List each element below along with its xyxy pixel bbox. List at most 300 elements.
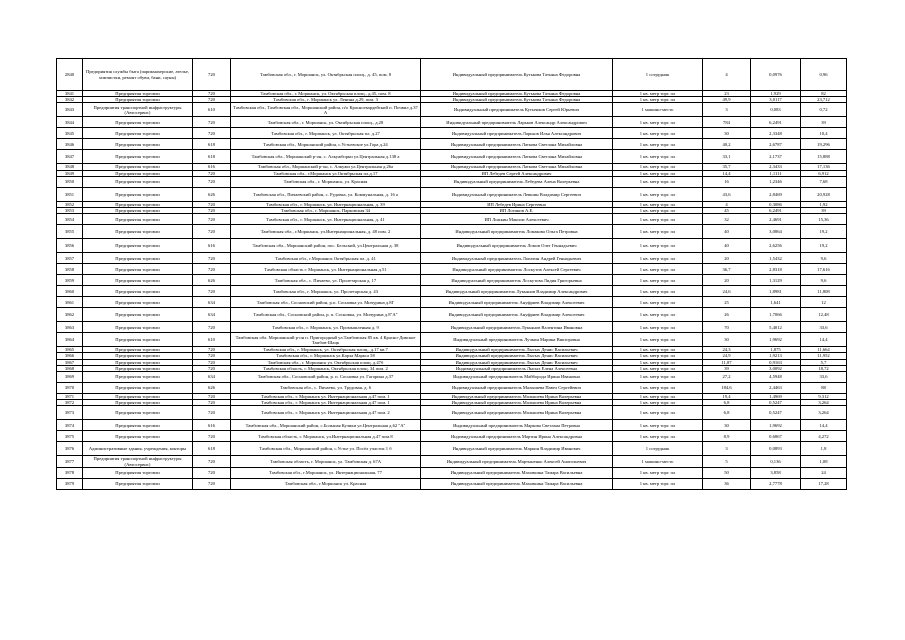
row-number-cell: 3843 bbox=[57, 103, 83, 117]
norm-cell: 33,6 bbox=[801, 322, 847, 333]
register-table bbox=[56, 58, 847, 490]
table-row bbox=[57, 467, 847, 478]
table-row bbox=[57, 103, 847, 117]
address-cell: Тамбовская область г. Моршанск, ул. Интернациональная д.51 bbox=[231, 264, 421, 275]
table-body bbox=[57, 59, 847, 490]
unit-cell: 1 сотрудник bbox=[613, 442, 703, 456]
quantity-cell: 4 bbox=[703, 59, 751, 91]
code-cell: 720 bbox=[193, 353, 231, 359]
norm-cell: 7,68 bbox=[801, 176, 847, 187]
code-cell: 626 bbox=[193, 187, 231, 201]
table-row bbox=[57, 225, 847, 239]
address-cell: Тамбовская обл., г. Моршанск, ул. Октябрьская площ., д.45, пом. 8 bbox=[231, 91, 421, 97]
owner-cell: ИП Лебедев Сергей Александрович bbox=[421, 170, 613, 176]
unit-cell: 1 кв. метр торг. пл bbox=[613, 297, 703, 308]
unit-cell: 1 кв. метр торг. пл bbox=[613, 383, 703, 394]
row-number-cell: 3855 bbox=[57, 225, 83, 239]
norm-cell: 9,6 bbox=[801, 253, 847, 264]
owner-cell: Индивидуальный предприниматель Мартин Ирина Александровна bbox=[421, 431, 613, 442]
row-number-cell: 3848 bbox=[57, 164, 83, 170]
norm-cell: 14,4 bbox=[801, 333, 847, 347]
owner-cell: Индивидуальный предприниматель Кутькова Татьяна Федоровна bbox=[421, 59, 613, 91]
address-cell: Тамбовская обл., г. Моршанск, ул. Промышленная д. 9 bbox=[231, 322, 421, 333]
owner-cell: Индивидуальный предприниматель Кутькова Татьяна Федоровна bbox=[421, 97, 613, 103]
norm-cell: 9,6 bbox=[801, 275, 847, 286]
object-type-cell: Предприятия торговли bbox=[83, 164, 193, 170]
object-type-cell: Предприятия торговли bbox=[83, 208, 193, 214]
object-type-cell: Предприятия торговли bbox=[83, 467, 193, 478]
norm-cell: 24 bbox=[801, 467, 847, 478]
quantity-cell: 70 bbox=[703, 322, 751, 333]
norm-cell: 0,96 bbox=[801, 59, 847, 91]
table-row bbox=[57, 297, 847, 308]
volume-cell: 1,1111 bbox=[751, 170, 801, 176]
object-type-cell: Предприятия торговли bbox=[83, 333, 193, 347]
quantity-cell: 16 bbox=[703, 176, 751, 187]
code-cell: 634 bbox=[193, 297, 231, 308]
unit-cell: 1 кв. метр торг. пл bbox=[613, 214, 703, 225]
volume-cell: 2,1737 bbox=[751, 150, 801, 164]
address-cell: Тамбовская обл., Сосновский район, р. п. Сосновка, ул. Мичурина д.8"А" bbox=[231, 308, 421, 322]
row-number-cell: 3854 bbox=[57, 214, 83, 225]
code-cell: 610 bbox=[193, 333, 231, 347]
volume-cell: 0,3086 bbox=[751, 201, 801, 207]
object-type-cell: Предприятия торговли bbox=[83, 383, 193, 394]
code-cell: 634 bbox=[193, 372, 231, 383]
owner-cell: ИП Логинов А.Е. bbox=[421, 208, 613, 214]
unit-cell: 1 кв. метр торг. пл bbox=[613, 322, 703, 333]
table-row bbox=[57, 150, 847, 164]
address-cell: Тамбовская обл., Тамбовская обл., Моршанский район, п/о Красногвардейский п. Почвил д.37 А bbox=[231, 103, 421, 117]
volume-cell: 0,136 bbox=[751, 456, 801, 467]
owner-cell: Индивидуальный предприниматель Лысых Елена Алексеевна bbox=[421, 365, 613, 371]
owner-cell: Индивидуальный предприниматель Лопатин Андрей Геннадьевич bbox=[421, 253, 613, 264]
owner-cell: Индивидуальный предприниматель Малышева Ирина Валерьевна bbox=[421, 394, 613, 400]
owner-cell: Индивидуальный предприниматель Ларьков Александр Александрович bbox=[421, 117, 613, 128]
norm-cell: 17,136 bbox=[801, 164, 847, 170]
document-page bbox=[56, 58, 847, 490]
unit-cell: 1 кв. метр торг. пл bbox=[613, 372, 703, 383]
unit-cell: 1 кв. метр торг. пл bbox=[613, 286, 703, 297]
unit-cell: 1 кв. метр торг. пл bbox=[613, 353, 703, 359]
address-cell: Тамбовская обл., г. Моршанск, ул. Пролетарская д. 43 bbox=[231, 286, 421, 297]
quantity-cell: 36,7 bbox=[703, 264, 751, 275]
norm-cell: 5,7 bbox=[801, 359, 847, 365]
owner-cell: Индивидуальный предприниматель Ломов Олег Геннадьевич bbox=[421, 239, 613, 253]
address-cell: Тамбовская обл., г.Моршанск Октябрьская пл. д. 41 bbox=[231, 253, 421, 264]
object-type-cell: Предприятия торговли bbox=[83, 297, 193, 308]
address-cell: Тамбовская обл., г.Моршанск, ул. Интернациональная, 77 bbox=[231, 467, 421, 478]
table-row bbox=[57, 139, 847, 150]
table-row bbox=[57, 214, 847, 225]
code-cell: 720 bbox=[193, 456, 231, 467]
unit-cell: 1 кв. метр торг. пл bbox=[613, 275, 703, 286]
norm-cell: 82 bbox=[801, 91, 847, 97]
owner-cell: Индивидуальный предприниматель Лоскутов Алексей Сергеевич bbox=[421, 264, 613, 275]
norm-cell: 20,928 bbox=[801, 187, 847, 201]
code-cell: 634 bbox=[193, 308, 231, 322]
address-cell: Тамбовская обл., с. Пичаево, ул. Пролетарская д. 17 bbox=[231, 275, 421, 286]
owner-cell: ИП Ложкин Максим Алексеевич bbox=[421, 214, 613, 225]
owner-cell: Индивидуальный предприниматель Лоскутова Лидия Григорьевна bbox=[421, 275, 613, 286]
row-number-cell: 3863 bbox=[57, 322, 83, 333]
code-cell: 720 bbox=[193, 478, 231, 489]
row-number-cell: 3847 bbox=[57, 150, 83, 164]
address-cell: Тамбовская обл., с. Пичаево, ул. Трудовая, д. 6 bbox=[231, 383, 421, 394]
quantity-cell: 40 bbox=[703, 225, 751, 239]
unit-cell: 1 кв. метр торг. пл bbox=[613, 139, 703, 150]
address-cell: Тамбовская обл., Моршанский район, с.Устье ул. Посёл участок 1 б bbox=[231, 442, 421, 456]
address-cell: Тамбовская обл., Сосновский район, р.п. Сосновка ул. Мичурина д.8Г bbox=[231, 297, 421, 308]
table-row bbox=[57, 431, 847, 442]
row-number-cell: 3849 bbox=[57, 170, 83, 176]
table-row bbox=[57, 456, 847, 467]
row-number-cell: 3872 bbox=[57, 400, 83, 406]
norm-cell: 11,952 bbox=[801, 353, 847, 359]
volume-cell: 3,0117 bbox=[751, 97, 801, 103]
owner-cell: Индивидуальный предприниматель Ануфриев Владимир Алексеевич bbox=[421, 297, 613, 308]
code-cell: 616 bbox=[193, 420, 231, 431]
row-number-cell: 3878 bbox=[57, 467, 83, 478]
quantity-cell: 5 bbox=[703, 456, 751, 467]
code-cell: 720 bbox=[193, 365, 231, 371]
volume-cell: 6,2491 bbox=[751, 208, 801, 214]
address-cell: Тамбовская обл., Пичаевский район, с. Рудовка, ул. Коммунальная, д. 16 а bbox=[231, 187, 421, 201]
owner-cell: Индивидуальный предприниматель Маркин Владимир Иванович bbox=[421, 442, 613, 456]
object-type-cell: Предприятия торговли bbox=[83, 322, 193, 333]
address-cell: Тамбовская обл., г. Моршанск, ул. Интернациональная, д. 41 bbox=[231, 214, 421, 225]
row-number-cell: 3875 bbox=[57, 431, 83, 442]
object-type-cell: Предприятия торговли bbox=[83, 264, 193, 275]
owner-cell: Индивидуальный предприниматель Латкова Светлана Михайловна bbox=[421, 164, 613, 170]
address-cell: Тамбовская обл., г. Моршанск ул.Карла Маркса 58 bbox=[231, 353, 421, 359]
owner-cell: ИП Лебедев Ирина Сергеевна bbox=[421, 201, 613, 207]
address-cell: Тамбовская обл., Моршанский район, с.Большая Кулики ул.Центральная д.62 "А" bbox=[231, 420, 421, 431]
row-number-cell: 3853 bbox=[57, 208, 83, 214]
volume-cell: 3,0092 bbox=[751, 365, 801, 371]
table-row bbox=[57, 176, 847, 187]
unit-cell: 1 кв. метр торг. пл bbox=[613, 201, 703, 207]
owner-cell: Индивидуальный предприниматель Лысых Денис Васильевич bbox=[421, 347, 613, 353]
norm-cell: 6,912 bbox=[801, 170, 847, 176]
norm-cell: 12,48 bbox=[801, 308, 847, 322]
address-cell: Тамбовская обл., г. Моршанск, Парковская 34 bbox=[231, 208, 421, 214]
volume-cell: 0,5247 bbox=[751, 400, 801, 406]
quantity-cell: 30 bbox=[703, 128, 751, 139]
row-number-cell: 3868 bbox=[57, 365, 83, 371]
unit-cell: 1 кв. метр торг. пл bbox=[613, 478, 703, 489]
code-cell: 720 bbox=[193, 394, 231, 400]
object-type-cell: Предприятия торговли bbox=[83, 150, 193, 164]
norm-cell: 15,888 bbox=[801, 150, 847, 164]
quantity-cell: 24,6 bbox=[703, 286, 751, 297]
address-cell: Тамбовская обл., г.Моршанск ул.Октябрьская пл.д.17 bbox=[231, 170, 421, 176]
owner-cell: Индивидуальный предприниматель Маховкина Тамара Васильевна bbox=[421, 467, 613, 478]
norm-cell: 11,664 bbox=[801, 347, 847, 353]
norm-cell: 33,6 bbox=[801, 372, 847, 383]
volume-cell: 1,8981 bbox=[751, 286, 801, 297]
quantity-cell: 8,9 bbox=[703, 431, 751, 442]
owner-cell: Индивидуальный предприниматель Лучкин Марина Викторовна bbox=[421, 333, 613, 347]
code-cell: 720 bbox=[193, 225, 231, 239]
code-cell: 626 bbox=[193, 275, 231, 286]
unit-cell: 1 кв. метр торг. пл bbox=[613, 117, 703, 128]
quantity-cell: 20 bbox=[703, 275, 751, 286]
owner-cell: Индивидуальный предприниматель Малышева Ирина Валерьевна bbox=[421, 406, 613, 420]
owner-cell: Индивидуальный предприниматель Майборода Ирина Ивановна bbox=[421, 372, 613, 383]
norm-cell: 3,264 bbox=[801, 400, 847, 406]
address-cell: Тамбовская обл., г. Моршанск, ул. Октябрьская площ., д.28 bbox=[231, 117, 421, 128]
volume-cell: 3,858 bbox=[751, 467, 801, 478]
row-number-cell: 3870 bbox=[57, 383, 83, 394]
row-number-cell: 3856 bbox=[57, 239, 83, 253]
table-row bbox=[57, 253, 847, 264]
norm-cell: 12 bbox=[801, 297, 847, 308]
volume-cell: 1,9692 bbox=[751, 333, 801, 347]
quantity-cell: 40,2 bbox=[703, 139, 751, 150]
code-cell: 720 bbox=[193, 406, 231, 420]
table-row bbox=[57, 128, 847, 139]
address-cell: Тамбовская обл., г. Моршанск ул. Ленина д.29, пом. 3 bbox=[231, 97, 421, 103]
quantity-cell: 40 bbox=[703, 239, 751, 253]
row-number-cell: 3869 bbox=[57, 372, 83, 383]
code-cell: 720 bbox=[193, 322, 231, 333]
quantity-cell: 49,9 bbox=[703, 97, 751, 103]
table-row bbox=[57, 383, 847, 394]
unit-cell: 1 кв. метр торг. пл bbox=[613, 467, 703, 478]
address-cell: Тамбовская область, г. Моршанск, ул. Тамбовская д. 67А bbox=[231, 456, 421, 467]
table-row bbox=[57, 59, 847, 91]
row-number-cell: 3873 bbox=[57, 406, 83, 420]
volume-cell: 2,6256 bbox=[751, 239, 801, 253]
address-cell: Тамбовская обл., Моршанский район, пос. Бельский, ул.Центральная д. 38 bbox=[231, 239, 421, 253]
row-number-cell: 3864 bbox=[57, 333, 83, 347]
quantity-cell: 27,2 bbox=[703, 372, 751, 383]
code-cell: 610 bbox=[193, 103, 231, 117]
quantity-cell: 32 bbox=[703, 214, 751, 225]
code-cell: 720 bbox=[193, 201, 231, 207]
row-number-cell: 3876 bbox=[57, 442, 83, 456]
row-number-cell: 3862 bbox=[57, 308, 83, 322]
quantity-cell: 25 bbox=[703, 297, 751, 308]
row-number-cell: 3861 bbox=[57, 297, 83, 308]
code-cell: 720 bbox=[193, 347, 231, 353]
object-type-cell: Предприятия торговли bbox=[83, 353, 193, 359]
address-cell: Тамбовская обл., г.Моршанск ул. Красная bbox=[231, 478, 421, 489]
norm-cell: 3,264 bbox=[801, 406, 847, 420]
quantity-cell: 50 bbox=[703, 467, 751, 478]
code-cell: 720 bbox=[193, 176, 231, 187]
row-number-cell: 3867 bbox=[57, 359, 83, 365]
unit-cell: 1 кв. метр торг. пл bbox=[613, 164, 703, 170]
address-cell: Тамбовская обл., г.Моршанск, ул.Интернациональная, д. 48 пом. 2 bbox=[231, 225, 421, 239]
address-cell: Тамбовская обл., г. Моршанск ул. Интернациональная д.47 пом. 1 bbox=[231, 400, 421, 406]
row-number-cell: 3846 bbox=[57, 139, 83, 150]
address-cell: Тамбовская обл., г. Моршанск, ул. Октябрьская пл. д.27 bbox=[231, 128, 421, 139]
volume-cell: 1,929 bbox=[751, 91, 801, 97]
table-row bbox=[57, 117, 847, 128]
quantity-cell: 14,4 bbox=[703, 170, 751, 176]
code-cell: 720 bbox=[193, 59, 231, 91]
volume-cell: 2,3433 bbox=[751, 164, 801, 170]
object-type-cell: Предприятия торговли bbox=[83, 239, 193, 253]
table-row bbox=[57, 322, 847, 333]
quantity-cell: 3 bbox=[703, 442, 751, 456]
code-cell: 720 bbox=[193, 214, 231, 225]
object-type-cell: Предприятия торговли bbox=[83, 170, 193, 176]
norm-cell: 1,8 bbox=[801, 442, 847, 456]
address-cell: Тамбовская обл., г. Моршанск, ул. Красная bbox=[231, 176, 421, 187]
row-number-cell: 3844 bbox=[57, 117, 83, 128]
code-cell: 720 bbox=[193, 400, 231, 406]
quantity-cell: 3 bbox=[703, 103, 751, 117]
object-type-cell: Предприятия торговли bbox=[83, 308, 193, 322]
unit-cell: 1 кв. метр торг. пл bbox=[613, 239, 703, 253]
unit-cell: 1 кв. метр торг. пл bbox=[613, 150, 703, 164]
table-row bbox=[57, 420, 847, 431]
object-type-cell: Предприятия торговли bbox=[83, 253, 193, 264]
volume-cell: 1,7066 bbox=[751, 308, 801, 322]
volume-cell: 0,0976 bbox=[751, 59, 801, 91]
table-row bbox=[57, 239, 847, 253]
quantity-cell: 24,3 bbox=[703, 347, 751, 353]
object-type-cell: Предприятия торговли bbox=[83, 347, 193, 353]
owner-cell: Индивидуальный предприниматель Лысых Денис Васильевич bbox=[421, 359, 613, 365]
row-number-cell: 3860 bbox=[57, 286, 83, 297]
norm-cell: 17,616 bbox=[801, 264, 847, 275]
table-row bbox=[57, 372, 847, 383]
quantity-cell: 4 bbox=[703, 201, 751, 207]
quantity-cell: 24,9 bbox=[703, 353, 751, 359]
norm-cell: 1,92 bbox=[801, 201, 847, 207]
object-type-cell: Предприятия торговли bbox=[83, 400, 193, 406]
code-cell: 618 bbox=[193, 150, 231, 164]
object-type-cell: Предприятия транспортной инфраструктуры (Автосервис) bbox=[83, 456, 193, 467]
row-number-cell: 3871 bbox=[57, 394, 83, 400]
volume-cell: 0,9163 bbox=[751, 359, 801, 365]
norm-cell: 39 bbox=[801, 208, 847, 214]
unit-cell: 1 машино-место bbox=[613, 456, 703, 467]
volume-cell: 1,875 bbox=[751, 347, 801, 353]
table-row bbox=[57, 264, 847, 275]
volume-cell: 1,2346 bbox=[751, 176, 801, 187]
quantity-cell: 35,7 bbox=[703, 164, 751, 170]
row-number-cell: 3842 bbox=[57, 97, 83, 103]
object-type-cell: Предприятия торговли bbox=[83, 117, 193, 128]
quantity-cell: 26 bbox=[703, 308, 751, 322]
unit-cell: 1 кв. метр торг. пл bbox=[613, 359, 703, 365]
unit-cell: 1 кв. метр торг. пл bbox=[613, 225, 703, 239]
quantity-cell: 30 bbox=[703, 420, 751, 431]
row-number-cell: 3841 bbox=[57, 91, 83, 97]
code-cell: 720 bbox=[193, 253, 231, 264]
owner-cell: Индивидуальный предприниматель Лысых Денис Васильевич bbox=[421, 353, 613, 359]
norm-cell: 4,272 bbox=[801, 431, 847, 442]
row-number-cell: 3874 bbox=[57, 420, 83, 431]
object-type-cell: Предприятия торговли bbox=[83, 372, 193, 383]
quantity-cell: 184,6 bbox=[703, 383, 751, 394]
unit-cell: 1 сотрудник bbox=[613, 59, 703, 91]
quantity-cell: 39 bbox=[703, 365, 751, 371]
norm-cell: 15,36 bbox=[801, 214, 847, 225]
volume-cell: 5,4012 bbox=[751, 322, 801, 333]
owner-cell: Индивидуальный предприниматель Ануфриев Владимир Алексеевич bbox=[421, 308, 613, 322]
quantity-cell: 19,4 bbox=[703, 394, 751, 400]
code-cell: 720 bbox=[193, 286, 231, 297]
owner-cell: Индивидуальный предприниматель Маховкина Тамара Васильевна bbox=[421, 478, 613, 489]
object-type-cell: Предприятия торговли bbox=[83, 139, 193, 150]
address-cell: Тамбовская обл., г. Моршанск ул. Интернациональная д.47 пом. 1 bbox=[231, 394, 421, 400]
volume-cell: 3,0864 bbox=[751, 225, 801, 239]
object-type-cell: Предприятия торговли bbox=[83, 275, 193, 286]
quantity-cell: 33,1 bbox=[703, 150, 751, 164]
unit-cell: 1 кв. метр торг. пл bbox=[613, 406, 703, 420]
unit-cell: 1 кв. метр торг. пл bbox=[613, 91, 703, 97]
quantity-cell: 36 bbox=[703, 478, 751, 489]
code-cell: 720 bbox=[193, 359, 231, 365]
code-cell: 616 bbox=[193, 239, 231, 253]
volume-cell: 2,8318 bbox=[751, 264, 801, 275]
row-number-cell: 2840 bbox=[57, 59, 83, 91]
volume-cell: 2,4463 bbox=[751, 383, 801, 394]
table-row bbox=[57, 275, 847, 286]
volume-cell: 2,4691 bbox=[751, 214, 801, 225]
code-cell: 720 bbox=[193, 91, 231, 97]
address-cell: Тамбовская обл., Моршанский р-он, с. Алкужборки ул.Центральная д.138 а bbox=[231, 150, 421, 164]
norm-cell: 19,2 bbox=[801, 239, 847, 253]
row-number-cell: 3879 bbox=[57, 478, 83, 489]
code-cell: 626 bbox=[193, 383, 231, 394]
unit-cell: 1 кв. метр торг. пл bbox=[613, 431, 703, 442]
quantity-cell: 23 bbox=[703, 91, 751, 97]
volume-cell: 0,6867 bbox=[751, 431, 801, 442]
volume-cell: 2,6787 bbox=[751, 139, 801, 150]
quantity-cell: 45 bbox=[703, 208, 751, 214]
owner-cell: Индивидуальный предприниматель Кутьенков Сергей Юрьевич bbox=[421, 103, 613, 117]
owner-cell: Индивидуальный предприниматель Малышева Ирина Валерьевна bbox=[421, 400, 613, 406]
norm-cell: 9,312 bbox=[801, 394, 847, 400]
code-cell: 616 bbox=[193, 164, 231, 170]
row-number-cell: 3859 bbox=[57, 275, 83, 286]
volume-cell: 6,2491 bbox=[751, 117, 801, 128]
owner-cell: Индивидуальный предприниматель Латкова Светлана Михайловна bbox=[421, 150, 613, 164]
unit-cell: 1 кв. метр торг. пл bbox=[613, 128, 703, 139]
volume-cell: 1,4969 bbox=[751, 394, 801, 400]
object-type-cell: Предприятия торговли bbox=[83, 187, 193, 201]
object-type-cell: Предприятия торговли bbox=[83, 286, 193, 297]
object-type-cell: Предприятия транспортной инфраструктуры (Автосервис) bbox=[83, 103, 193, 117]
row-number-cell: 3858 bbox=[57, 264, 83, 275]
norm-cell: 39 bbox=[801, 117, 847, 128]
unit-cell: 1 кв. метр торг. пл bbox=[613, 394, 703, 400]
quantity-cell: 11,87 bbox=[703, 359, 751, 365]
table-row bbox=[57, 286, 847, 297]
address-cell: Тамбовская обл., г. Моршанск ул. Интернациональная д.47 пом. 2 bbox=[231, 406, 421, 420]
code-cell: 720 bbox=[193, 128, 231, 139]
norm-cell: 88 bbox=[801, 383, 847, 394]
quantity-cell: 6,8 bbox=[703, 406, 751, 420]
volume-cell: 0,5247 bbox=[751, 406, 801, 420]
row-number-cell: 3851 bbox=[57, 187, 83, 201]
norm-cell: 1,08 bbox=[801, 456, 847, 467]
quantity-cell: 784 bbox=[703, 117, 751, 128]
owner-cell: Индивидуальный предприниматель Латкова Светлана Михайловна bbox=[421, 139, 613, 150]
object-type-cell: Предприятия торговли bbox=[83, 420, 193, 431]
address-cell: Тамбовская обл. Моршанский р-он п. Пригородный ул.Тамбовская 85 кв. 4 Красно-Дивское Тамбов-Шацк bbox=[231, 333, 421, 347]
table-row bbox=[57, 406, 847, 420]
code-cell: 720 bbox=[193, 97, 231, 103]
norm-cell: 10,4 bbox=[801, 128, 847, 139]
